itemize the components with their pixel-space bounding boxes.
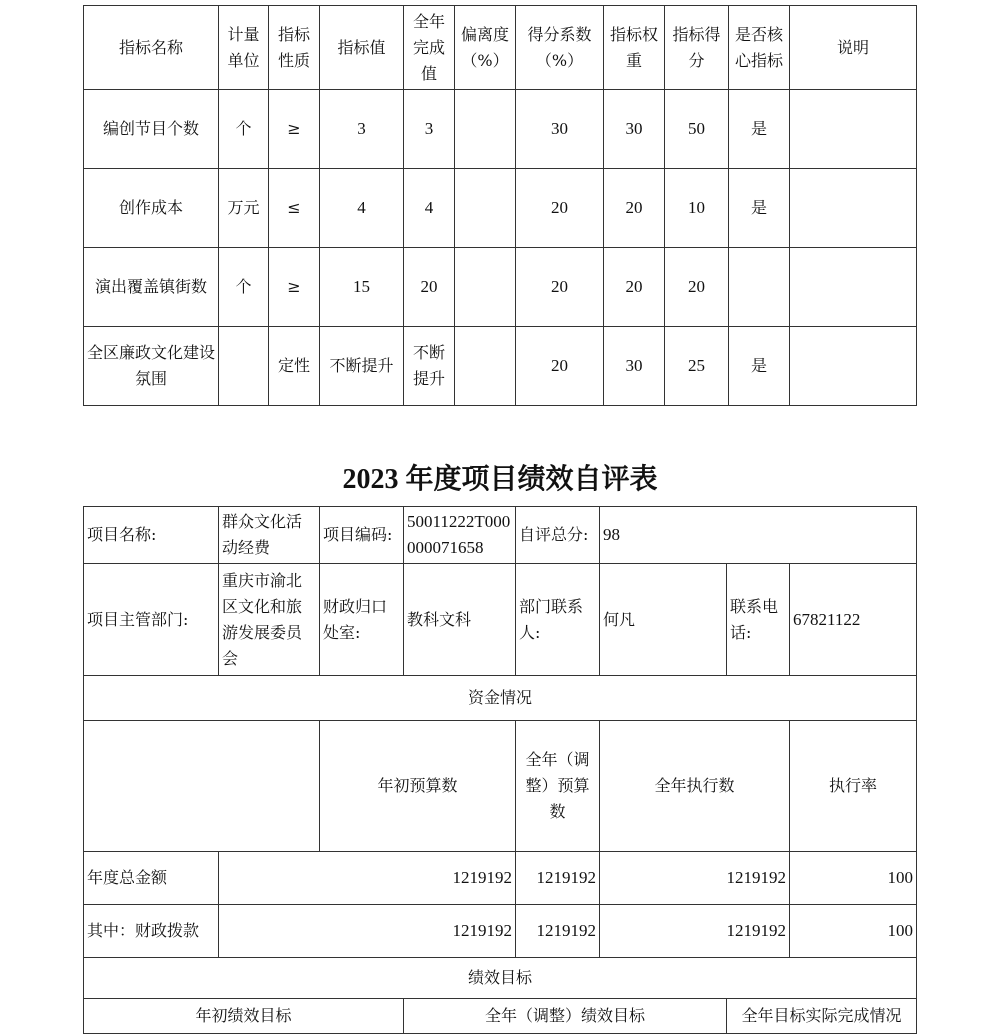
- initial-budget-cell: 1219192: [219, 852, 516, 905]
- executed-cell: 1219192: [600, 852, 790, 905]
- header-cell: 是否核心指标: [729, 6, 790, 90]
- header-cell: 指标值: [320, 6, 404, 90]
- indicator-name: 演出覆盖镇街数: [84, 248, 219, 327]
- table-row: [84, 852, 917, 905]
- header-cell: 偏离度（%）: [455, 6, 516, 90]
- table-row: [84, 169, 917, 248]
- phone-value: 67821122: [790, 564, 917, 676]
- header-cell: 计量单位: [219, 6, 269, 90]
- nature-cell: ≥: [269, 248, 320, 327]
- core-cell: 是: [729, 90, 790, 169]
- weight-cell: 30: [604, 90, 665, 169]
- funds-header-row: [84, 721, 917, 852]
- goals-header-cell: 年初绩效目标: [84, 999, 404, 1034]
- note-cell: [790, 327, 917, 406]
- coefficient-cell: 30: [516, 90, 604, 169]
- score-cell: 10: [665, 169, 729, 248]
- note-cell: [790, 90, 917, 169]
- score-cell: 25: [665, 327, 729, 406]
- deviation-cell: [455, 248, 516, 327]
- adjusted-budget-cell: 1219192: [516, 852, 600, 905]
- unit-cell: [219, 327, 269, 406]
- deviation-cell: [455, 169, 516, 248]
- note-cell: [790, 169, 917, 248]
- header-cell: 指标性质: [269, 6, 320, 90]
- self-score-label: 自评总分:: [516, 507, 600, 564]
- goals-header-cell: 全年目标实际完成情况: [727, 999, 917, 1034]
- funds-header-cell: 年初预算数: [320, 721, 516, 852]
- unit-cell: 个: [219, 90, 269, 169]
- finance-label: 财政归口处室:: [320, 564, 404, 676]
- funds-header-cell: 执行率: [790, 721, 917, 852]
- nature-cell: ≤: [269, 169, 320, 248]
- contact-label: 部门联系人:: [516, 564, 600, 676]
- finance-value: 教科文科: [404, 564, 516, 676]
- dept-value: 重庆市渝北区文化和旅游发展委员会: [219, 564, 320, 676]
- execution-rate-cell: 100: [790, 852, 917, 905]
- core-cell: 是: [729, 327, 790, 406]
- coefficient-cell: 20: [516, 169, 604, 248]
- funds-section-row: [84, 676, 917, 721]
- score-cell: 50: [665, 90, 729, 169]
- score-cell: 20: [665, 248, 729, 327]
- target-cell: 不断提升: [320, 327, 404, 406]
- goals-section-row: [84, 958, 917, 999]
- actual-cell: 4: [404, 169, 455, 248]
- project-name-value: 群众文化活动经费: [219, 507, 320, 564]
- note-cell: [790, 248, 917, 327]
- self-evaluation-table: [83, 506, 917, 1034]
- executed-cell: 1219192: [600, 905, 790, 958]
- unit-cell: 个: [219, 248, 269, 327]
- table-row: [84, 905, 917, 958]
- table-row: [84, 327, 917, 406]
- actual-cell: 3: [404, 90, 455, 169]
- deviation-cell: [455, 90, 516, 169]
- dept-label: 项目主管部门:: [84, 564, 219, 676]
- coefficient-cell: 20: [516, 248, 604, 327]
- table-row: [84, 90, 917, 169]
- funds-row-label: 年度总金额: [84, 852, 219, 905]
- execution-rate-cell: 100: [790, 905, 917, 958]
- indicator-name: 编创节目个数: [84, 90, 219, 169]
- funds-header-cell: 全年（调整）预算数: [516, 721, 600, 852]
- header-cell: 全年完成值: [404, 6, 455, 90]
- goals-header-cell: 全年（调整）绩效目标: [404, 999, 727, 1034]
- adjusted-budget-cell: 1219192: [516, 905, 600, 958]
- indicator-name: 创作成本: [84, 169, 219, 248]
- funds-header-cell: [84, 721, 320, 852]
- department-row: [84, 564, 917, 676]
- weight-cell: 30: [604, 327, 665, 406]
- unit-cell: 万元: [219, 169, 269, 248]
- funds-row-label: 其中：财政拨款: [84, 905, 219, 958]
- page-title: 2023 年度项目绩效自评表: [342, 464, 658, 495]
- header-cell: 得分系数（%）: [516, 6, 604, 90]
- table-row: [84, 248, 917, 327]
- actual-cell: 20: [404, 248, 455, 327]
- core-cell: [729, 248, 790, 327]
- weight-cell: 20: [604, 169, 665, 248]
- header-cell: 指标名称: [84, 6, 219, 90]
- project-name-label: 项目名称:: [84, 507, 219, 564]
- goals-section-title: 绩效目标: [84, 958, 917, 999]
- indicator-name: 全区廉政文化建设氛围: [84, 327, 219, 406]
- self-score-value: 98: [600, 507, 917, 564]
- weight-cell: 20: [604, 248, 665, 327]
- project-code-label: 项目编码:: [320, 507, 404, 564]
- initial-budget-cell: 1219192: [219, 905, 516, 958]
- target-cell: 3: [320, 90, 404, 169]
- project-code-value: 50011222T000000071658: [404, 507, 516, 564]
- indicator-table: [83, 5, 917, 406]
- nature-cell: ≥: [269, 90, 320, 169]
- core-cell: 是: [729, 169, 790, 248]
- contact-value: 何凡: [600, 564, 727, 676]
- actual-cell: 不断提升: [404, 327, 455, 406]
- indicator-header-row: [84, 6, 917, 90]
- funds-section-title: 资金情况: [84, 676, 917, 721]
- deviation-cell: [455, 327, 516, 406]
- header-cell: 指标权重: [604, 6, 665, 90]
- target-cell: 15: [320, 248, 404, 327]
- funds-header-cell: 全年执行数: [600, 721, 790, 852]
- coefficient-cell: 20: [516, 327, 604, 406]
- project-info-row: [84, 507, 917, 564]
- header-cell: 说明: [790, 6, 917, 90]
- goals-header-row: [84, 999, 917, 1034]
- header-cell: 指标得分: [665, 6, 729, 90]
- target-cell: 4: [320, 169, 404, 248]
- phone-label: 联系电话:: [727, 564, 790, 676]
- nature-cell: 定性: [269, 327, 320, 406]
